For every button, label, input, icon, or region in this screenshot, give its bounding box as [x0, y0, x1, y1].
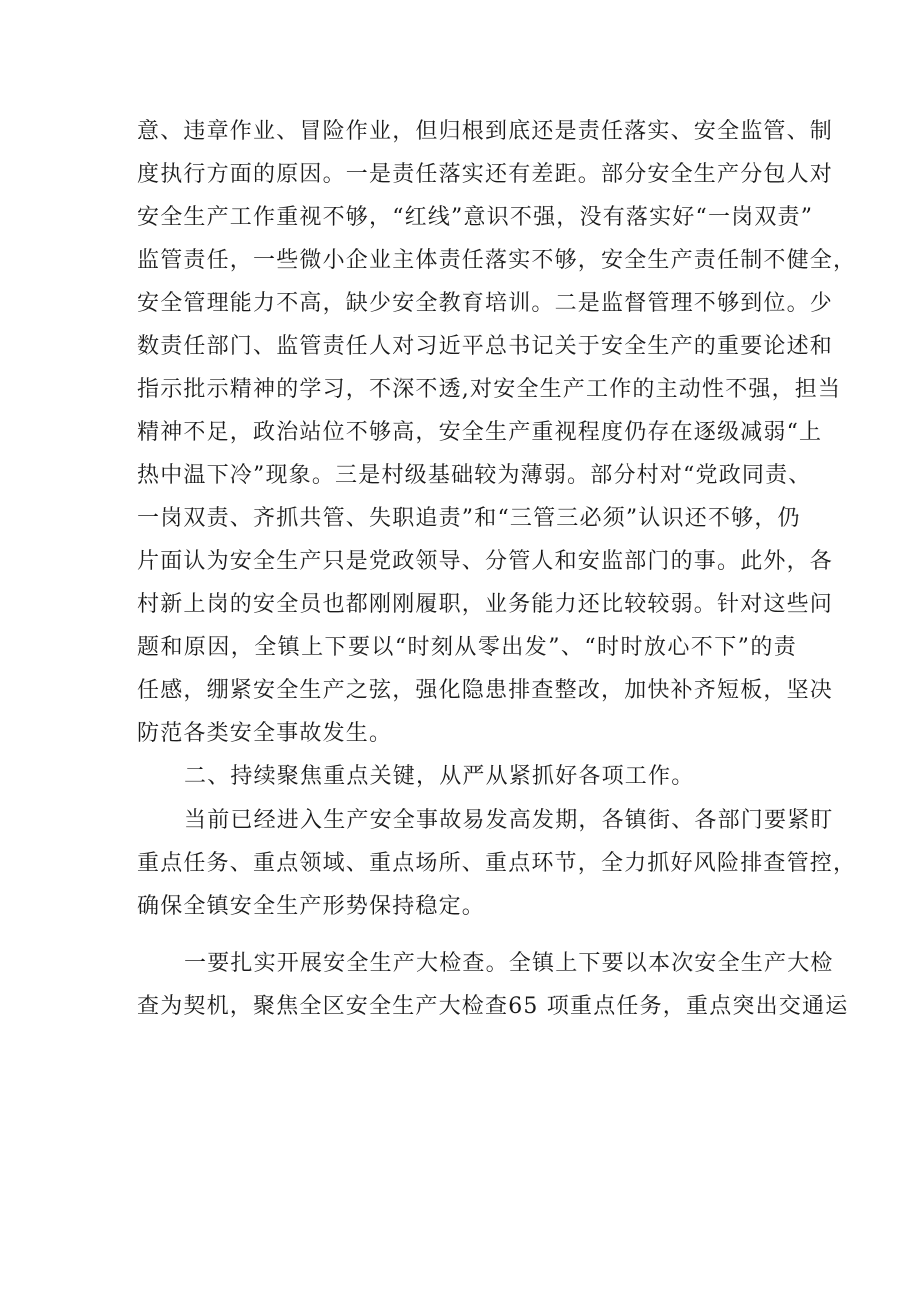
paragraph-1-line-8: 精神不足，政治站位不够高，安全生产重视程度仍存在逐级减弱“上 — [137, 420, 823, 445]
paragraph-1-line-10: 一岗双责、齐抓共管、失职追责”和“三管三必须”认识还不够，仍 — [137, 506, 801, 531]
paragraph-1-line-4: 监管责任，一些微小企业主体责任落实不够，安全生产责任制不健全， — [137, 248, 857, 273]
paragraph-1-line-11: 片面认为安全生产只是党政领导、分管人和安监部门的事。此外，各 — [137, 549, 834, 574]
paragraph-1-line-5: 安全管理能力不高，缺少安全教育培训。二是监督管理不够到位。少 — [137, 291, 834, 316]
paragraph-1-line-6: 数责任部门、监管责任人对习近平总书记关于安全生产的重要论述和 — [137, 334, 834, 359]
paragraph-2-line-1: 当前已经进入生产安全事故易发高发期，各镇街、各部门要紧盯 — [184, 808, 834, 833]
paragraph-3-line-2: 查为契机，聚焦全区安全生产大检查65 项重点任务，重点突出交通运 — [137, 994, 849, 1019]
paragraph-1-line-7: 指示批示精神的学习，不深不透,对安全生产工作的主动性不强，担当 — [137, 377, 842, 402]
paragraph-1-line-12: 村新上岗的安全员也都刚刚履职，业务能力还比较较弱。针对这些问 — [137, 592, 834, 617]
paragraph-1-line-1: 意、违章作业、冒险作业，但归根到底还是责任落实、安全监管、制 — [137, 119, 834, 144]
paragraph-1-line-15: 防范各类安全事故发生。 — [137, 721, 393, 746]
paragraph-1-line-14: 任感，绷紧安全生产之弦，强化隐患排查整改，加快补齐短板，坚决 — [137, 678, 834, 703]
paragraph-2-line-2: 重点任务、重点领域、重点场所、重点环节，全力抓好风险排查管控， — [137, 851, 857, 876]
paragraph-3-line-1: 一要扎实开展安全生产大检查。全镇上下要以本次安全生产大检 — [184, 951, 834, 976]
paragraph-1-line-3: 安全生产工作重视不够，“红线”意识不强，没有落实好“一岗双责” — [137, 205, 814, 230]
paragraph-1-line-13: 题和原因，全镇上下要以“时刻从零出发”、“时时放心不下”的责 — [137, 635, 797, 660]
paragraph-1-line-2: 度执行方面的原因。一是责任落实还有差距。部分安全生产分包人对 — [137, 162, 834, 187]
paragraph-2-line-3: 确保全镇安全生产形势保持稳定。 — [137, 894, 486, 919]
paragraph-1-line-9: 热中温下冷”现象。三是村级基础较为薄弱。部分村对“党政同责、 — [137, 463, 812, 488]
section-heading-2: 二、持续聚焦重点关键，从严从紧抓好各项工作。 — [184, 764, 695, 789]
